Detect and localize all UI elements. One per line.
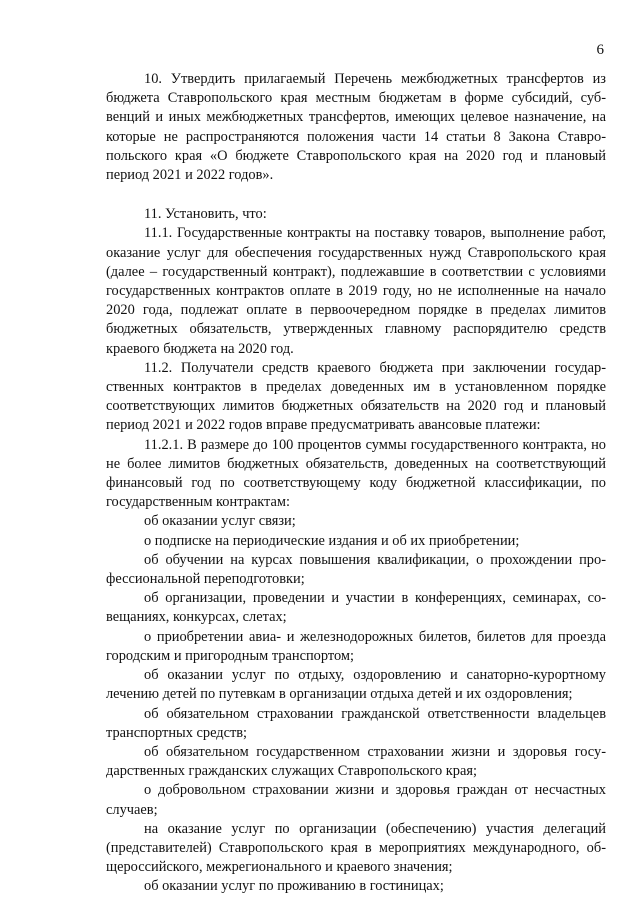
paragraph-11-2-1-full-amount: 11.2.1. В размере до 100 процентов суммы государственного контракта, но не более лимитов бюджетных обязательств, доведенных на соответствующий финансовый год по соответствующему коду бюджетной классификации, по государственным контрактам: — [106, 436, 606, 511]
list-item: на оказание услуг по организации (обеспечению) участия делегаций (представителей) Ставропольского края в мероприятиях международного, общероссийского, межрегионального и краевого значения; — [106, 820, 606, 876]
list-item: об обязательном страховании гражданской ответственности владельцев транспортных средств; — [106, 705, 606, 741]
list-item: об обязательном государственном страховании жизни и здоровья государственных гражданских служащих Ставропольского края; — [106, 743, 606, 780]
list-item: об оказании услуг по отдыху, оздоровлению и санаторно-курортному лечению детей по путевкам в организации отдыха детей и их оздоровления; — [106, 667, 606, 703]
list-item: об обучении на курсах повышения квалификации, о прохождении профессиональной переподготовки; — [106, 551, 606, 588]
paragraph-11-establish: 11. Установить, что: — [144, 206, 267, 223]
paragraph-11-1-contracts: 11.1. Государственные контракты на поставку товаров, выполнение работ, оказание услуг для обеспечения государственных нужд Ставропольского края (далее – государственный контракт), подлежавшие в соответствии с условиями государственных контрактов оплате в 2019 году, но не исполненные на начало 2020 года, подлежат оплате в первоочередном порядке в пределах лимитов бюджетных обязательств, утвержденных главному распорядителю средств краевого бюджета на 2020 год. — [106, 225, 606, 357]
paragraph-10-approve-list: 10. Утвердить прилагаемый Перечень межбюджетных трансфертов из бюджета Ставропольского края местным бюджетам в форме субсидий, субвенций и иных межбюджетных трансфертов, имеющих целевое назначение, на которые не распространяются положения части 14 статьи 8 Закона Ставропольского края «О бюджете Ставропольского края на 2020 год и плановый период 2021 и 2022 годов». — [106, 71, 606, 184]
document-body — [106, 70, 606, 897]
list-item: о приобретении авиа- и железнодорожных билетов, билетов для проезда городским и пригородным транспортом; — [106, 628, 606, 664]
page-number: 6 — [596, 42, 604, 58]
list-item: о добровольном страховании жизни и здоровья граждан от несчастных случаев; — [106, 782, 606, 818]
list-item: об оказании услуг связи; — [144, 513, 296, 530]
paragraph-11-2-advance-payments: 11.2. Получатели средств краевого бюджета при заключении государственных контрактов в пределах доведенных им в установленном порядке соответствующих лимитов бюджетных обязательств на 2020 год и плановый период 2021 и 2022 годов вправе предусматривать авансовые платежи: — [106, 359, 606, 434]
list-item: о подписке на периодические издания и об их приобретении; — [144, 532, 520, 549]
list-item: об оказании услуг по проживанию в гостиницах; — [144, 878, 444, 895]
list-item: об организации, проведении и участии в конференциях, семинарах, совещаниях, конкурсах, слетах; — [106, 590, 606, 626]
